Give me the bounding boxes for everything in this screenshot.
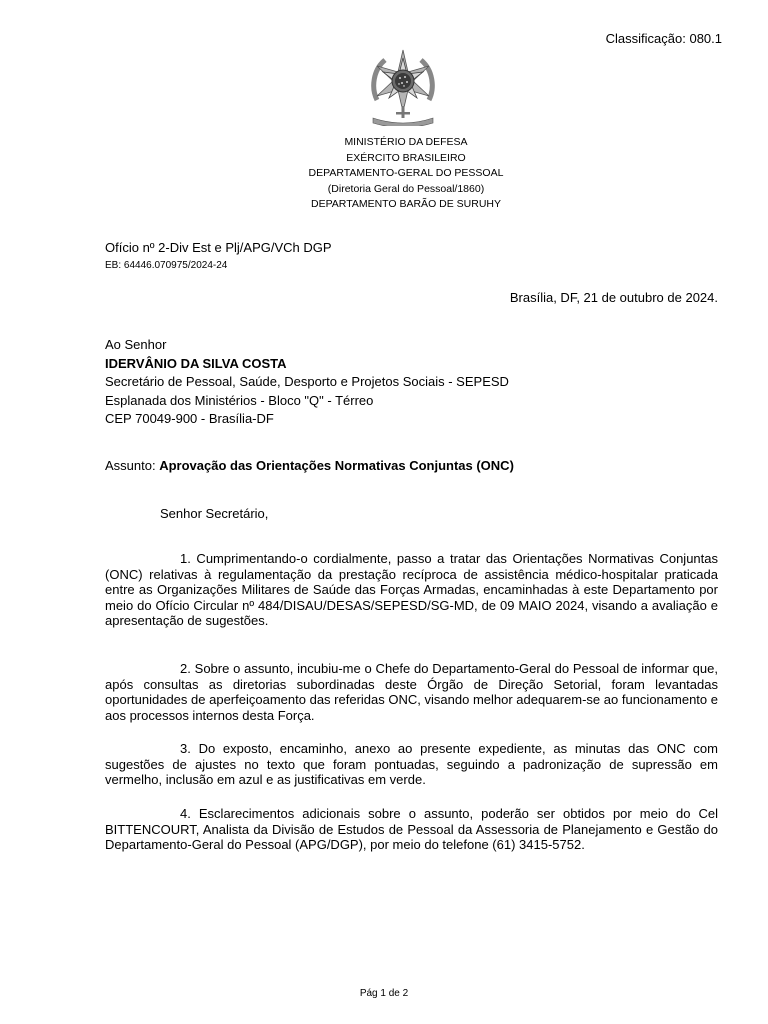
body-paragraph-1: 1. Cumprimentando-o cordialmente, passo a tratar das Orientações Normativas Conjuntas (ONC) relativas à regulamentação da prestação recíproca de assistência médico-hospitalar praticada entre as Organizações Militares de Saúde das Forças Armadas, encaminhadas à este Departamento por meio do Ofício Circular nº 484/DISAU/DESAS/SEPESD/SG-MD, de 09 MAIO 2024, visando a avaliação e apresentação de sugestões.: [105, 551, 718, 628]
date-line: Brasília, DF, 21 de outubro de 2024.: [509, 290, 718, 305]
body-paragraph-4: 4. Esclarecimentos adicionais sobre o assunto, poderão ser obtidos por meio do Cel BITTENCOURT, Analista da Divisão de Estudos de Pessoal da Assessoria de Planejamento e Gestão do Departamento-Geral do Pessoal (APG/DGP), por meio do telefone (61) 3415-5752.: [105, 806, 718, 852]
body-paragraph-3: 3. Do exposto, encaminho, anexo ao presente expediente, as minutas das ONC com sugestões de ajustes no texto que foram pontuadas, seguindo a padronização de supressão em vermelho, inclusão em azul e as justificativas em verde.: [105, 741, 718, 787]
greeting: Senhor Secretário,: [160, 506, 269, 521]
recipient-address: Esplanada dos Ministérios - Bloco "Q" - Térreo: [105, 392, 374, 408]
header-line: MINISTÉRIO DA DEFESA: [344, 136, 468, 148]
subject-text: Aprovação das Orientações Normativas Conjuntas (ONC): [159, 458, 514, 473]
page-number: Pág 1 de 2: [359, 988, 409, 999]
header-line: DEPARTAMENTO BARÃO DE SURUHY: [310, 198, 501, 210]
header-line: DEPARTAMENTO-GERAL DO PESSOAL: [308, 167, 504, 179]
body-paragraph-2: 2. Sobre o assunto, incubiu-me o Chefe do Departamento-Geral do Pessoal de informar que, após consultas as diretorias subordinadas deste Órgão de Direção Setorial, foram levantadas oportunidades de aperfeiçoamento das referidas ONC, visando melhor adequarem-se ao funcionamento e aos processos internos desta Força.: [105, 661, 718, 723]
recipient-block: [105, 336, 509, 429]
header-line: EXÉRCITO BRASILEIRO: [346, 151, 466, 164]
header-line: (Diretoria Geral do Pessoal/1860): [327, 182, 485, 195]
classification-label: Classificação: 080.1: [605, 31, 722, 46]
eb-number: EB: 64446.070975/2024-24: [105, 260, 228, 271]
recipient-name: IDERVÂNIO DA SILVA COSTA: [105, 355, 287, 371]
brazil-coat-of-arms-icon: [367, 48, 439, 126]
recipient-salutation: Ao Senhor: [105, 337, 167, 352]
subject-label: Assunto:: [105, 458, 160, 473]
recipient-title: Secretário de Pessoal, Saúde, Desporto e Projetos Sociais - SEPESD: [105, 374, 509, 389]
institution-header: [0, 135, 768, 213]
oficio-number: Ofício nº 2-Div Est e Plj/APG/VCh DGP: [105, 240, 332, 255]
recipient-cep: CEP 70049-900 - Brasília-DF: [105, 411, 274, 426]
subject-line: [105, 458, 514, 473]
